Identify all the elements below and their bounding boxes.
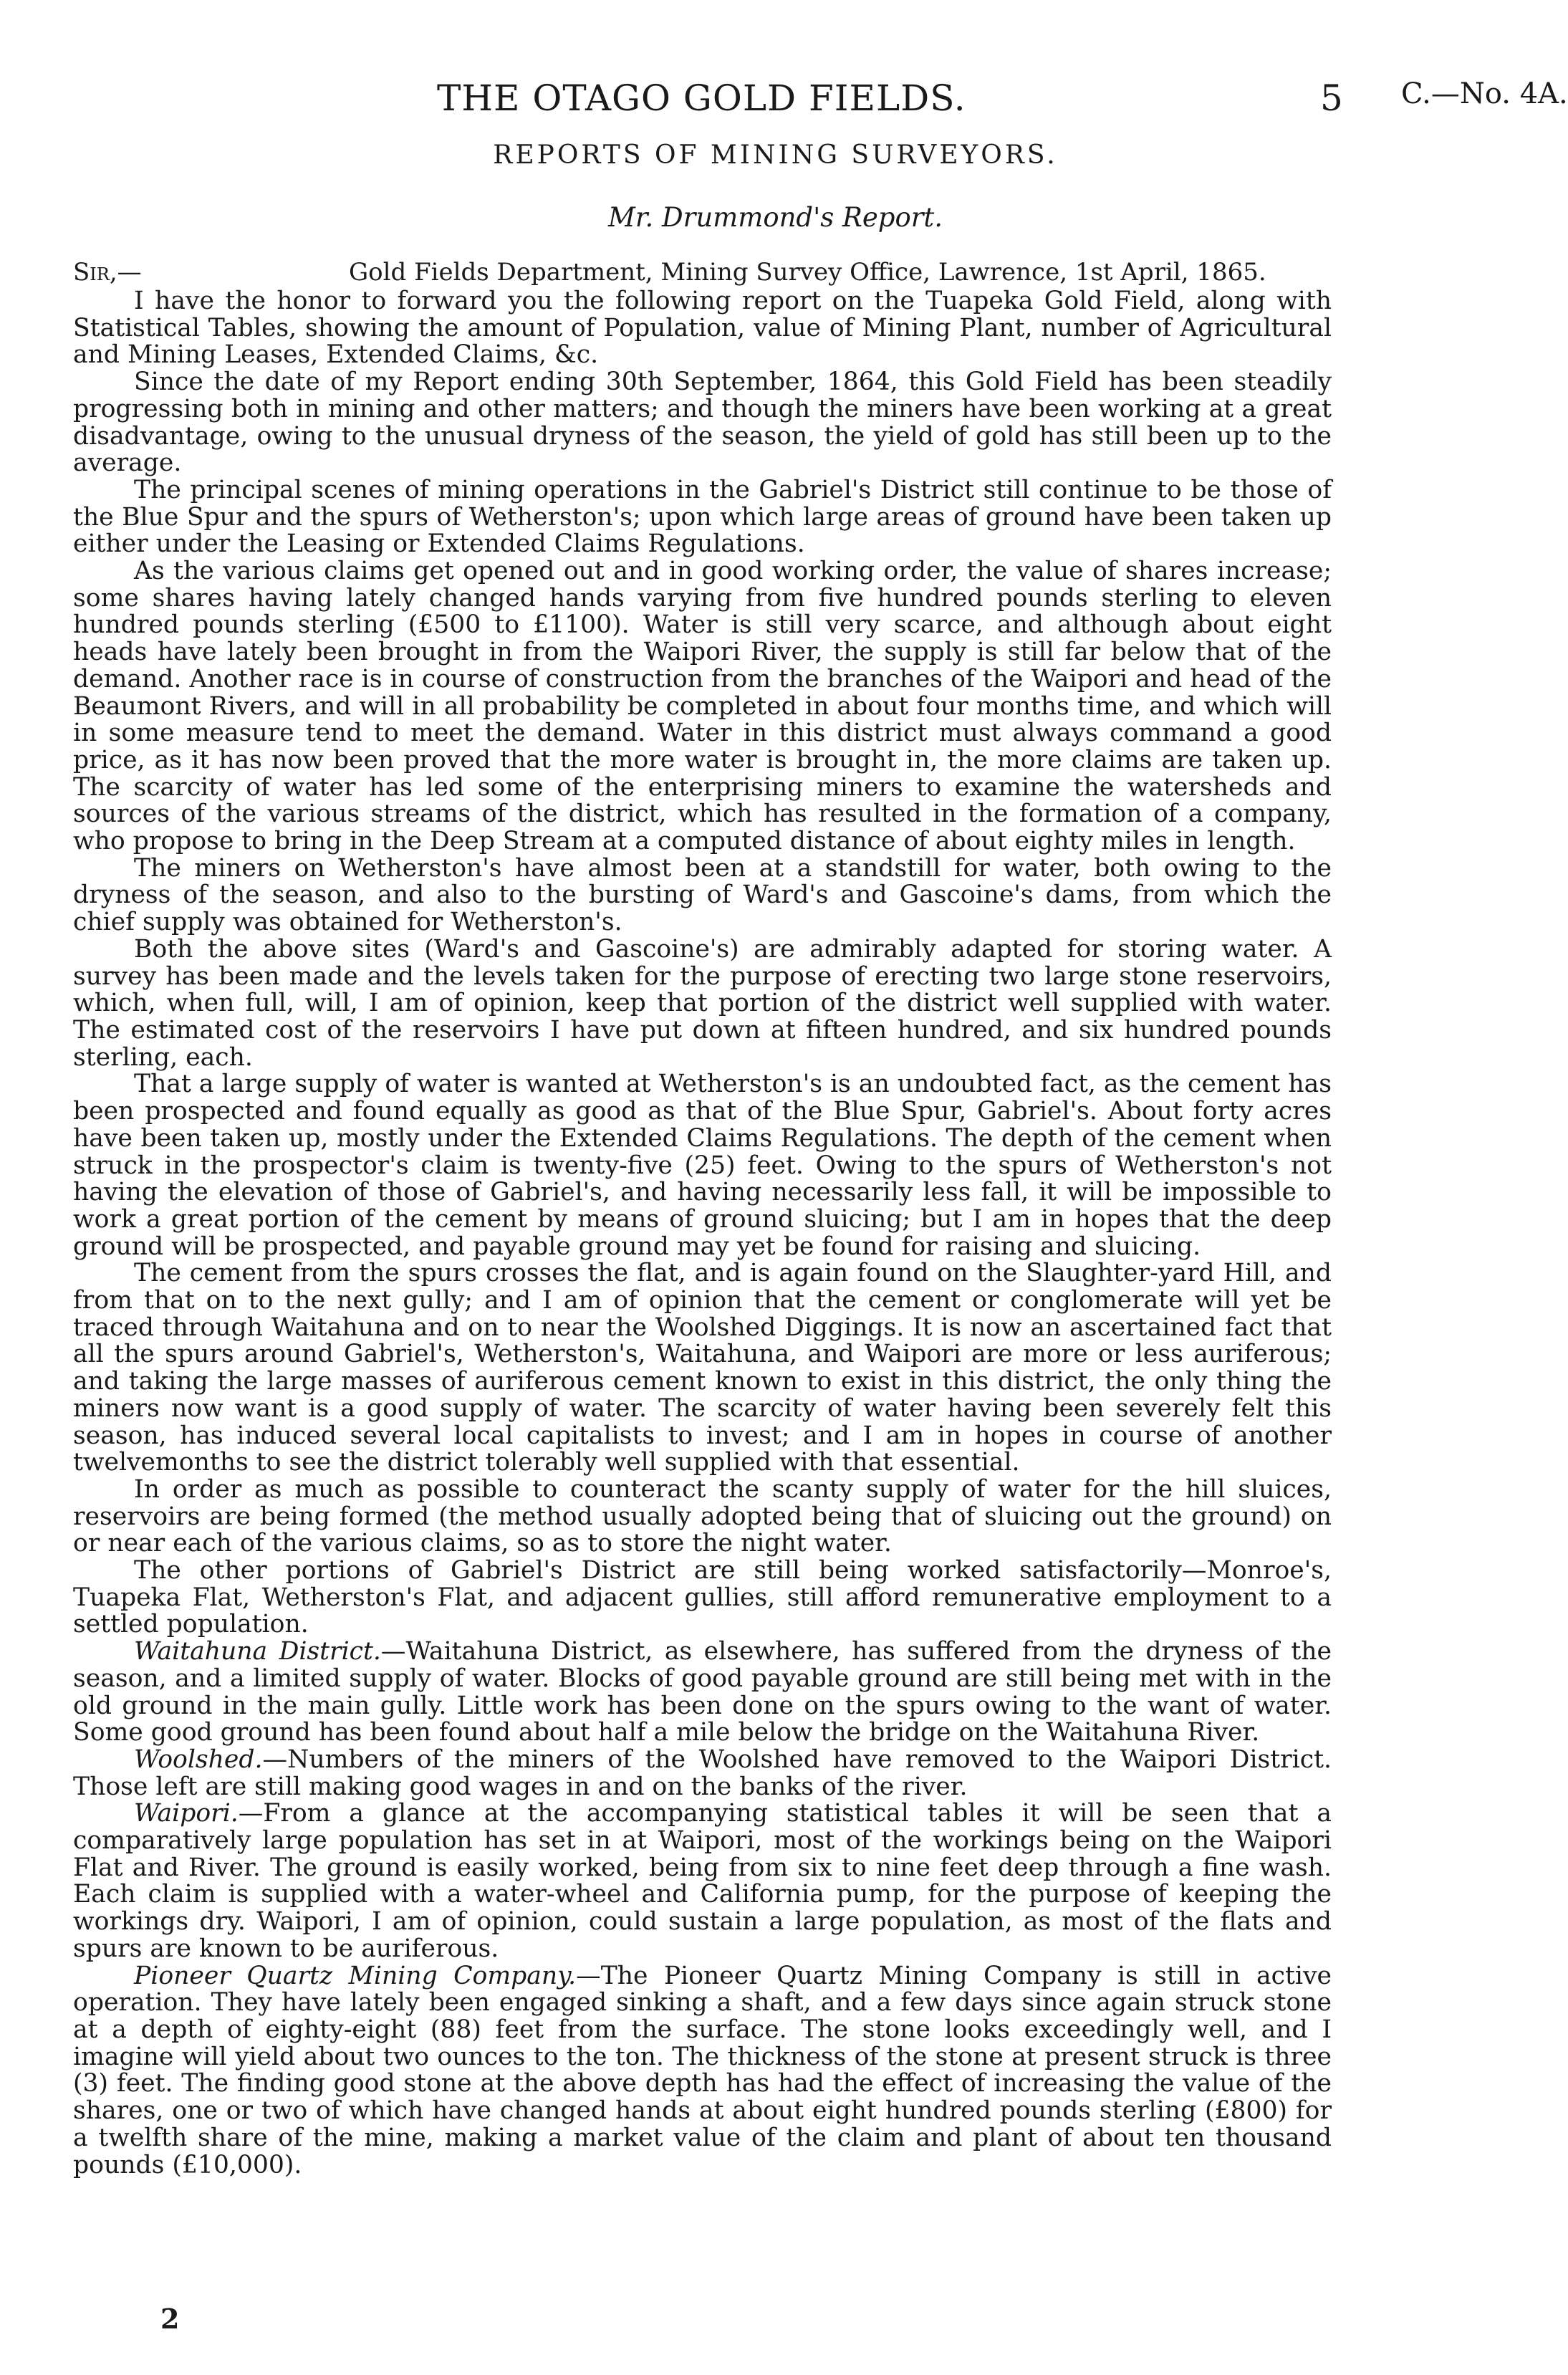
signature-mark: 2	[160, 2303, 180, 2335]
paragraph-text: That a large supply of water is wanted at Wetherston's is an undoubted fact, as the cement has been prospected and found equally as good as that of the Blue Spur, Gabriel's. About forty acres have been taken up, mostly under the Extended Claims Regulations. The depth of the cement when struck in the prospector's claim is twenty-five (25) feet. Owing to the spurs of Wetherston's not having the elevation of those of Gabriel's, and having necessarily less fall, it will be impossible to work a great portion of the cement by means of ground sluicing; but I am in hopes that the deep ground will be prospected, and payable ground may yet be found for raising and sluicing.	[73, 1070, 1332, 1261]
document-code: C.—No. 4A.	[1401, 77, 1568, 110]
dateline: Gold Fields Department, Mining Survey Office, Lawrence, 1st April, 1865.	[349, 258, 1266, 287]
paragraph-text: The principal scenes of mining operations in the Gabriel's District still continue to be those of the Blue Spur and the spurs of Wetherston's; upon which large areas of ground have been taken up either under the Leasing or Extended Claims Regulations.	[73, 475, 1332, 559]
salutation: Sir,—	[73, 258, 142, 287]
paragraph	[73, 1474, 1332, 1558]
paragraph-text: Both the above sites (Ward's and Gascoine's) are admirably adapted for storing water. A survey has been made and the levels taken for the purpose of erecting two large stone reservoirs, which, when full, will, I am of opinion, keep that portion of the district well supplied with water. The estimated cost of the reservoirs I have put down at fifteen hundred, and six hundred pounds sterling, each.	[73, 934, 1332, 1072]
paragraph-text: In order as much as possible to counteract the scanty supply of water for the hill sluices, reservoirs are being formed (the method usually adopted being that of sluicing out the ground) on or near each of the various claims, so as to store the night water.	[73, 1474, 1332, 1558]
paragraph-text: —The Pioneer Quartz Mining Company is still in active operation. They have lately been engaged sinking a shaft, and a few days since again struck stone at a depth of eighty-eight (88) feet from the surface. The stone looks exceedingly well, and I imagine will yield about two ounces to the ton. The thickness of the stone at present struck is three (3) feet. The finding good stone at the above depth has had the effect of increasing the value of the shares, one or two of which have changed hands at about eight hundred pounds sterling (£800) for a twelfth share of the mine, making a market value of the claim and plant of about ten thousand pounds (£10,000).	[73, 1961, 1332, 2179]
paragraph-woolshed	[73, 1747, 1332, 1800]
paragraph-waitahuna	[73, 1638, 1332, 1747]
paragraph-text: —Waitahuna District, as elsewhere, has suffered from the dryness of the season, and a limited supply of water. Blocks of good payable ground are still being met with in the old ground in the main gully. Little work has been done on the spurs owing to the want of water. Some good ground has been found about half a mile below the bridge on the Waitahuna River.	[73, 1637, 1332, 1747]
paragraph-heading: Waipori.	[134, 1799, 239, 1828]
page-number: 5	[1320, 77, 1343, 119]
paragraph-text: I have the honor to forward you the following report on the Tuapeka Gold Field, along with Statistical Tables, showing the amount of Population, value of Mining Plant, number of Agricultural and Mining Leases, Extended Claims, &c.	[73, 287, 1332, 370]
paragraph-heading: Pioneer Quartz Mining Company.	[134, 1961, 577, 1990]
paragraph	[73, 855, 1332, 936]
paragraph-text: The cement from the spurs crosses the flat, and is again found on the Slaughter-yard Hill, and from that on to the next gully; and I am of opinion that the cement or conglomerate will yet be traced through Waitahuna and on to near the Woolshed Diggings. It is now an ascertained fact that all the spurs around Gabriel's, Wetherston's, Waitahuna, and Waipori are more or less auriferous; and taking the large masses of auriferous cement known to exist in this district, the only thing the miners now want is a good supply of water. The scarcity of water having been severely felt this season, has induced several local capitalists to invest; and I am in hopes in course of another twelvemonths to see the district tolerably well supplied with that essential.	[73, 1259, 1332, 1477]
paragraph	[73, 477, 1332, 558]
paragraph-heading: Waitahuna District.	[134, 1637, 381, 1666]
paragraph-text: —Numbers of the miners of the Woolshed have removed to the Waipori District. Those left are still making good wages in and on the banks of the river.	[73, 1745, 1332, 1801]
paragraph	[73, 369, 1332, 477]
paragraph-text: The miners on Wetherston's have almost been at a standstill for water, both owing to the dryness of the season, and also to the bursting of Ward's and Gascoine's dams, from which the chief supply was obtained for Wetherston's.	[73, 853, 1332, 937]
report-body	[73, 288, 1332, 2179]
paragraph	[73, 1260, 1332, 1477]
report-title: Mr. Drummond's Report.	[607, 202, 943, 233]
paragraph	[73, 558, 1332, 855]
paragraph-text: The other portions of Gabriel's District are still being worked satisfactorily—Monroe's, Tuapeka Flat, Wetherston's Flat, and adjacent gullies, still afford remunerative employment to a settled population.	[73, 1556, 1332, 1639]
paragraph-text: —From a glance at the accompanying statistical tables it will be seen that a comparatively large population has set in at Waipori, most of the workings being on the Waipori Flat and River. The ground is easily worked, being from six to nine feet deep through a fine wash. Each claim is supplied with a water-wheel and California pump, for the purpose of keeping the workings dry. Waipori, I am of opinion, could sustain a large population, as most of the flats and spurs are known to be auriferous.	[73, 1799, 1332, 1963]
paragraph	[73, 1558, 1332, 1638]
paragraph	[73, 1071, 1332, 1260]
paragraph	[73, 936, 1332, 1072]
paragraph-text: Since the date of my Report ending 30th September, 1864, this Gold Field has been steadily progressing both in mining and other matters; and though the miners have been working at a great disadvantage, owing to the unusual dryness of the season, the yield of gold has still been up to the average.	[73, 368, 1332, 478]
section-title: REPORTS OF MINING SURVEYORS.	[493, 140, 1058, 170]
paragraph-heading: Woolshed.	[134, 1745, 263, 1774]
paragraph-text: As the various claims get opened out and in good working order, the value of shares increase; some shares having lately changed hands varying from five hundred pounds sterling to eleven hundred pounds sterling (£500 to £1100). Water is still very scarce, and although about eight heads have lately been brought in from the Waipori River, the supply is still far below that of the demand. Another race is in course of construction from the branches of the Waipori and head of the Beaumont Rivers, and will in all probability be completed in about four months time, and which will in some measure tend to meet the demand. Water in this district must always command a good price, as it has now been proved that the more water is brought in, the more claims are taken up. The scarcity of water has led some of the enterprising miners to examine the watersheds and sources of the various streams of the district, which has resulted in the formation of a company, who propose to bring in the Deep Stream at a computed distance of about eighty miles in length.	[73, 557, 1332, 856]
running-title: THE OTAGO GOLD FIELDS.	[437, 77, 966, 119]
paragraph-waipori	[73, 1800, 1332, 1962]
paragraph-pioneer-quartz	[73, 1963, 1332, 2179]
paragraph	[73, 288, 1332, 369]
